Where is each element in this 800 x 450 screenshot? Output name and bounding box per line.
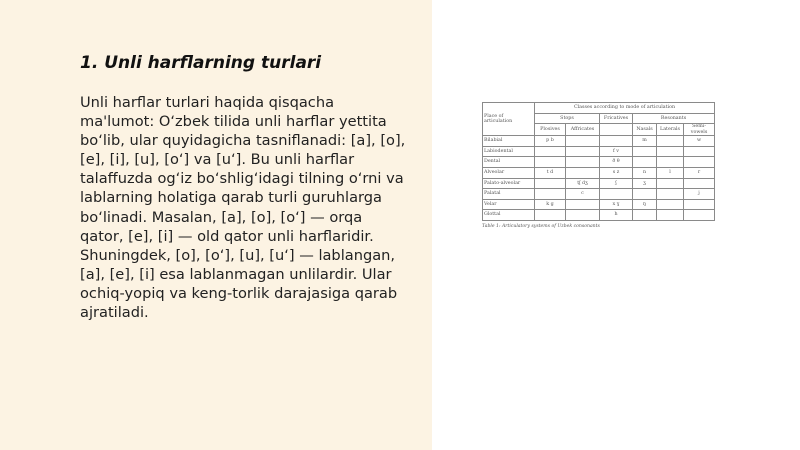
table-cell bbox=[566, 199, 600, 210]
table-cell: ŋ bbox=[633, 199, 657, 210]
header-fricatives-empty bbox=[600, 124, 633, 136]
table-cell bbox=[657, 189, 684, 200]
header-place: Place of articulation bbox=[483, 103, 535, 136]
row-label: Alveolar bbox=[483, 167, 535, 178]
table-cell bbox=[684, 199, 715, 210]
table-cell bbox=[633, 189, 657, 200]
table-cell: t d bbox=[535, 167, 566, 178]
header-fricatives: Fricatives bbox=[600, 113, 633, 124]
row-label: Velar bbox=[483, 199, 535, 210]
row-label: Palato-alveolar bbox=[483, 178, 535, 189]
consonant-table-figure bbox=[482, 102, 714, 229]
table-cell: h bbox=[600, 210, 633, 221]
row-label: Glottal bbox=[483, 210, 535, 221]
table-cell: s z bbox=[600, 167, 633, 178]
body-paragraph: Unli harflar turlari haqida qisqacha ma'lumot: O‘zbek tilida unli harflar yettita bo‘lib, ular quyidagicha tasniflanadi: [a], [o], [e], [i], [u], [o‘] va [u‘]. Bu unli harflar talaffuzda og‘iz bo‘shlig‘idagi tilning o‘rni va lablarning holatiga qarab turli guruhlarga bo‘linadi. Masalan, [a], [o], [o‘] — orqa qator, [e], [i] — old qator unli harflaridir. Shuningdek, [o], [o‘], [u], [u‘] — lablangan, [a], [e], [i] esa lablanmagan unlilardir. Ular ochiq-yopiq va keng-torlik darajasiga qarab ajratiladi. bbox=[80, 94, 406, 322]
table-cell: f v bbox=[600, 146, 633, 157]
table-cell: m bbox=[633, 136, 657, 147]
table-cell bbox=[566, 157, 600, 168]
table-cell bbox=[657, 157, 684, 168]
consonant-table bbox=[482, 102, 715, 221]
row-label: Labiodental bbox=[483, 146, 535, 157]
table-cell bbox=[535, 210, 566, 221]
table-cell: k g bbox=[535, 199, 566, 210]
table-cell: tʃ dʒ bbox=[566, 178, 600, 189]
table-cell: ʒ bbox=[633, 178, 657, 189]
table-cell bbox=[535, 178, 566, 189]
table-cell bbox=[657, 146, 684, 157]
table-cell bbox=[657, 210, 684, 221]
header-laterals: Laterals bbox=[657, 124, 684, 136]
header-semivowels: Semi-vowels bbox=[684, 124, 715, 136]
row-label: Dental bbox=[483, 157, 535, 168]
table-cell: l bbox=[657, 167, 684, 178]
table-caption: Table 1: Articulatory systems of Uzbek consonants bbox=[482, 223, 600, 229]
table-cell: ʃ bbox=[600, 178, 633, 189]
table-cell: j bbox=[684, 189, 715, 200]
table-cell bbox=[535, 157, 566, 168]
table-cell bbox=[566, 136, 600, 147]
table-cell bbox=[600, 136, 633, 147]
table-cell bbox=[566, 167, 600, 178]
table-row bbox=[483, 210, 715, 221]
header-classes: Classes according to mode of articulation bbox=[535, 103, 715, 114]
table-cell bbox=[633, 146, 657, 157]
table-cell: p b bbox=[535, 136, 566, 147]
table-cell bbox=[657, 136, 684, 147]
row-label: Bilabial bbox=[483, 136, 535, 147]
slide-title: 1. Unli harflarning turlari bbox=[80, 53, 322, 73]
table-row bbox=[483, 199, 715, 210]
table-row bbox=[483, 189, 715, 200]
header-affricates: Affricates bbox=[566, 124, 600, 136]
table-row bbox=[483, 136, 715, 147]
table-cell bbox=[566, 146, 600, 157]
table-cell: n bbox=[633, 167, 657, 178]
table-cell: r bbox=[684, 167, 715, 178]
table-row bbox=[483, 178, 715, 189]
table-cell bbox=[684, 146, 715, 157]
table-cell bbox=[535, 146, 566, 157]
table-cell bbox=[657, 178, 684, 189]
table-cell: ð θ bbox=[600, 157, 633, 168]
table-cell bbox=[684, 178, 715, 189]
table-cell bbox=[535, 189, 566, 200]
table-cell: c bbox=[566, 189, 600, 200]
header-stops: Stops bbox=[535, 113, 600, 124]
header-plosives: Plosives bbox=[535, 124, 566, 136]
table-cell bbox=[566, 210, 600, 221]
table-cell bbox=[600, 189, 633, 200]
row-label: Palatal bbox=[483, 189, 535, 200]
header-resonants: Resonants bbox=[633, 113, 715, 124]
header-nasals: Nasals bbox=[633, 124, 657, 136]
table-cell: w bbox=[684, 136, 715, 147]
table-row bbox=[483, 146, 715, 157]
table-cell bbox=[633, 157, 657, 168]
table-cell: x ɣ bbox=[600, 199, 633, 210]
table-cell bbox=[633, 210, 657, 221]
table-cell bbox=[684, 210, 715, 221]
table-row bbox=[483, 157, 715, 168]
table-row bbox=[483, 167, 715, 178]
table-cell bbox=[684, 157, 715, 168]
table-cell bbox=[657, 199, 684, 210]
